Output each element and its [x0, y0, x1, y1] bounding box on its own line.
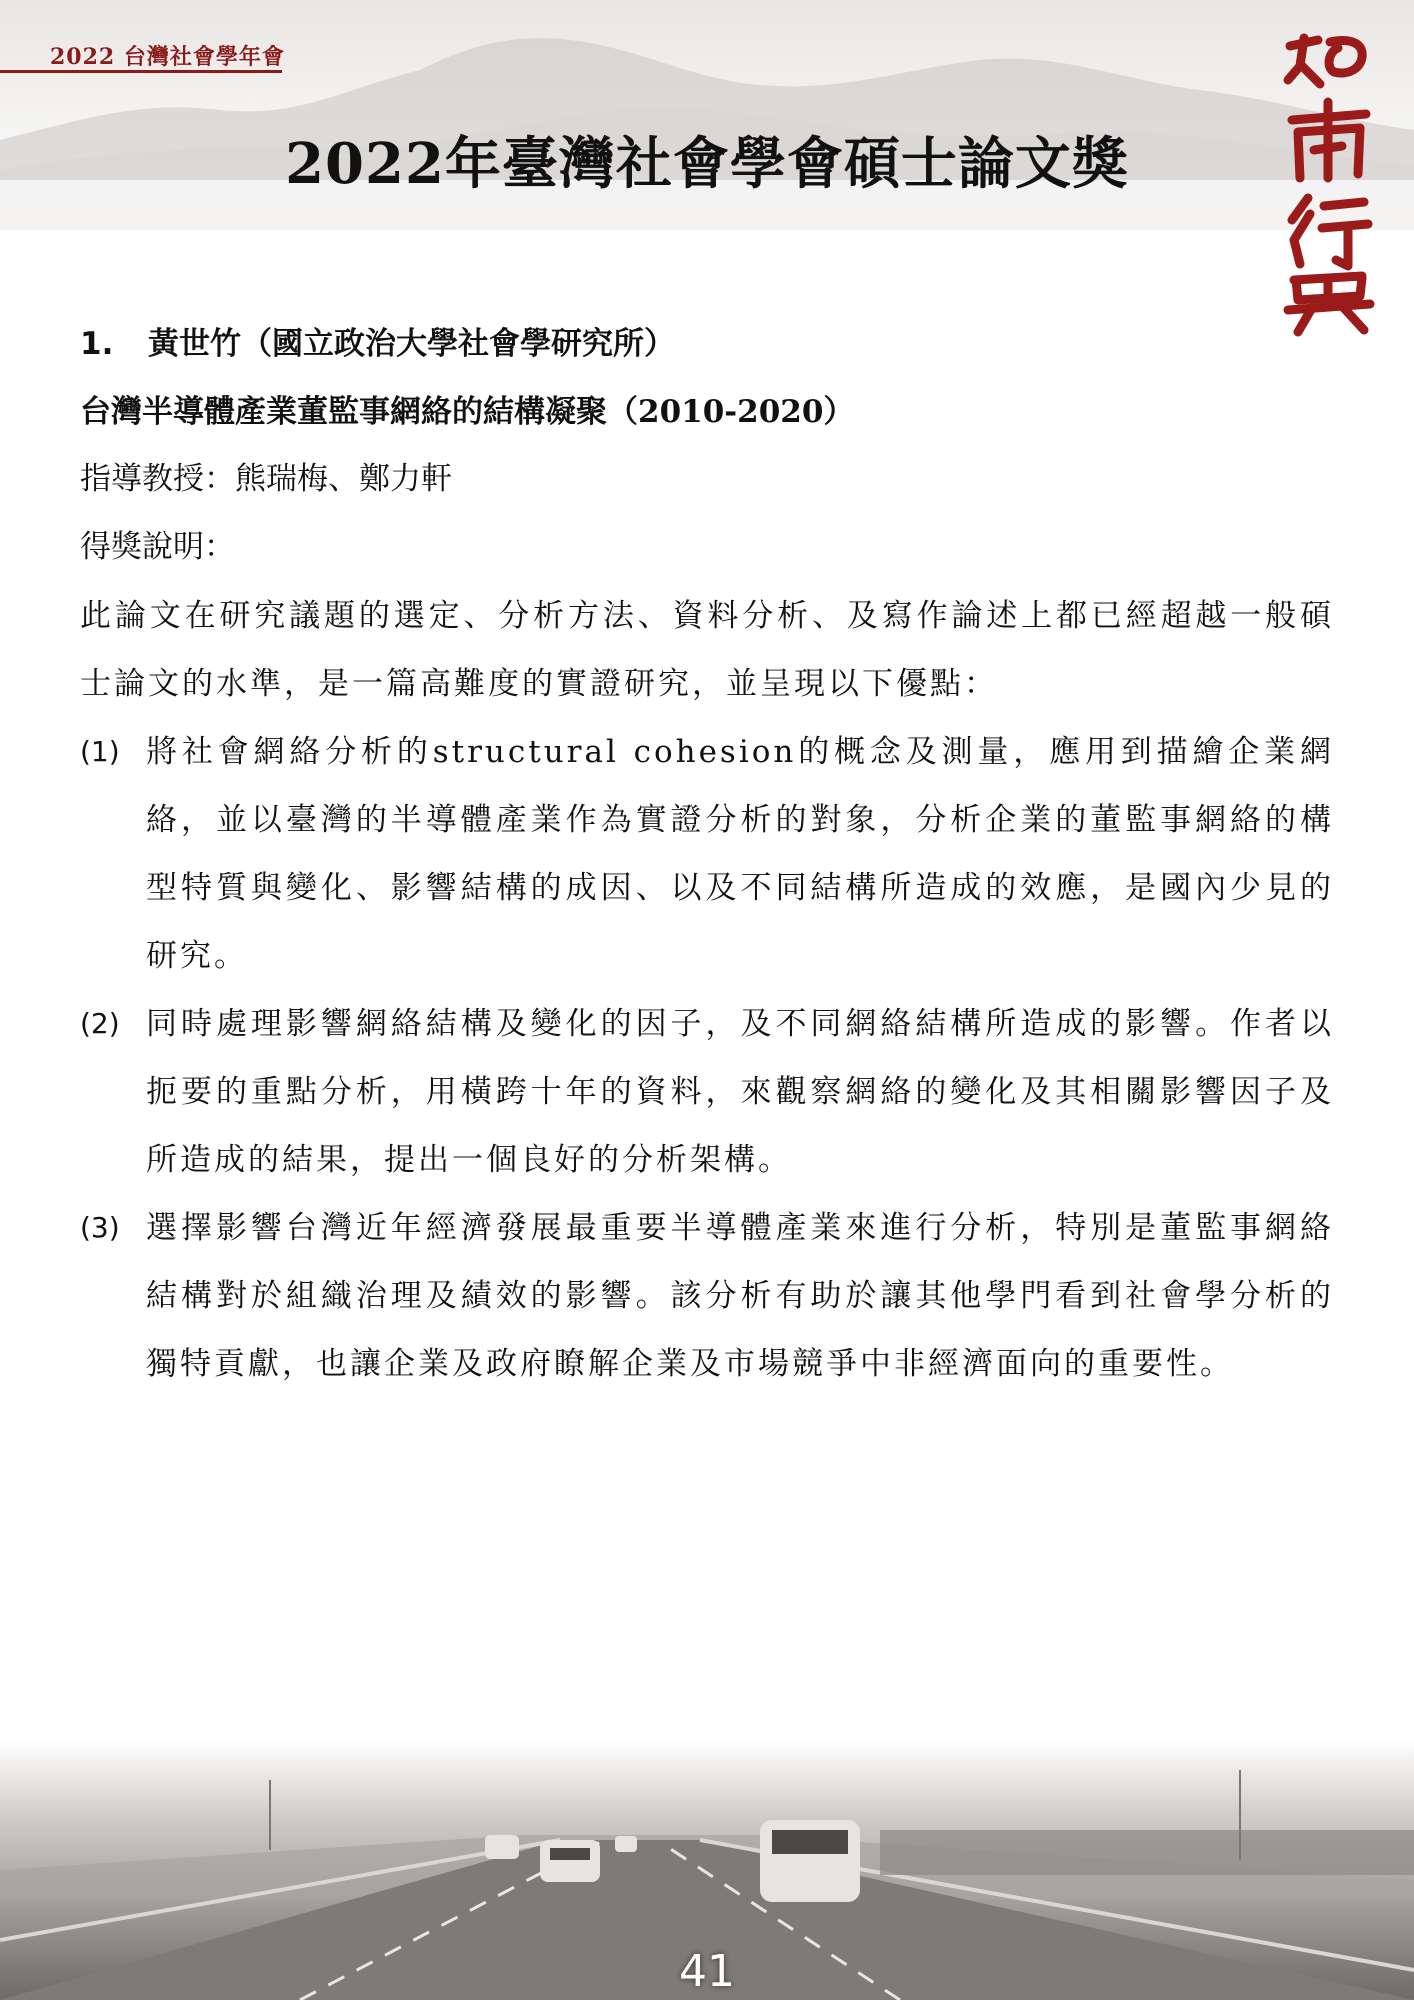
point-text: 選擇影響台灣近年經濟發展最重要半導體產業來進行分析，特別是董監事網絡結構對於組織治理及績效的影響。該分析有助於讓其他學門看到社會學分析的獨特貢獻，也讓企業及政府瞭解企業及市場競爭中非經濟面向的重要性。	[146, 1210, 1334, 1382]
merit-point	[80, 1194, 1334, 1398]
page-title: 2022年臺灣社會學會碩士論文獎	[285, 131, 1129, 197]
award-intro-paragraph: 此論文在研究議題的選定、分析方法、資料分析、及寫作論述上都已經超越一般碩士論文的水準，是一篇高難度的實證研究，並呈現以下優點：	[80, 598, 1334, 702]
conference-label: 2022 台灣社會學年會	[50, 44, 285, 70]
award-explanation-label: 得獎說明：	[80, 529, 235, 565]
point-marker: (3)	[80, 1211, 120, 1244]
point-text: 將社會網絡分析的structural cohesion的概念及測量，應用到描繪企業網絡，並以臺灣的半導體產業作為實證分析的對象，分析企業的董監事網絡的構型特質與變化、影響結構的成因、以及不同結構所造成的效應，是國內少見的研究。	[146, 734, 1334, 974]
advisor-line: 指導教授：熊瑞梅、鄭力軒	[80, 461, 452, 497]
award-entry-heading	[80, 318, 675, 363]
thesis-title: 台灣半導體產業董監事網絡的結構凝聚（2010-2020）	[80, 394, 855, 430]
page-number: 41	[679, 1946, 735, 1997]
point-text: 同時處理影響網絡結構及變化的因子，及不同網絡結構所造成的影響。作者以扼要的重點分析，用橫跨十年的資料，來觀察網絡的變化及其相關影響因子及所造成的結果，提出一個良好的分析架構。	[146, 1006, 1334, 1178]
point-marker: (1)	[80, 735, 120, 768]
merit-point	[80, 718, 1334, 990]
entry-number: 1.	[80, 326, 114, 362]
point-marker: (2)	[80, 1007, 120, 1040]
author-affiliation: 黃世竹（國立政治大學社會學研究所）	[148, 326, 675, 362]
header-rule	[0, 70, 282, 73]
merit-points-list	[80, 718, 1334, 1398]
merit-point	[80, 990, 1334, 1194]
